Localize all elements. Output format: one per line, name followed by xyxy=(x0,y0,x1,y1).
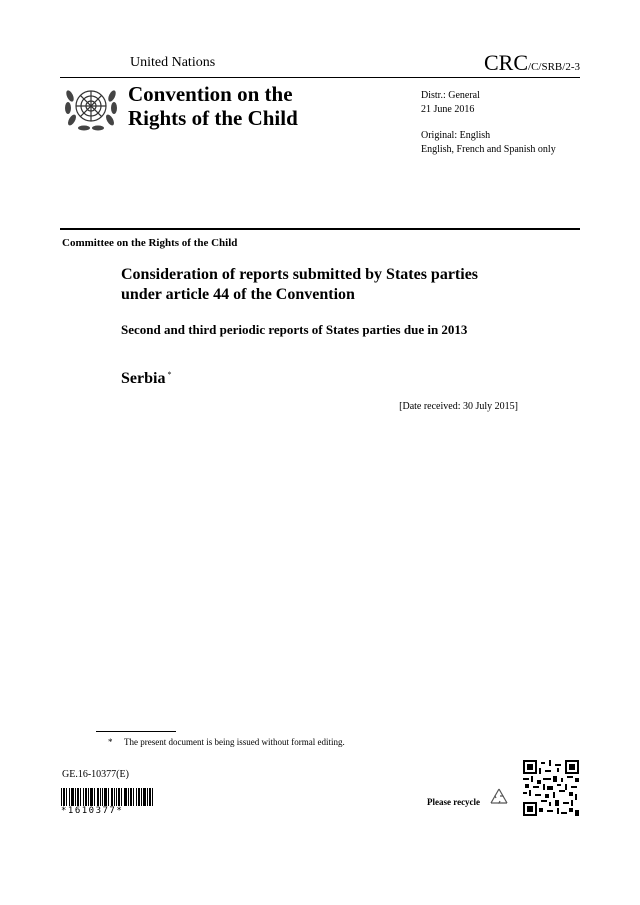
languages: English, French and Spanish only xyxy=(421,144,556,155)
recycle-icon xyxy=(488,787,510,809)
convention-title-line1: Convention on the xyxy=(128,82,293,106)
footnote-marker[interactable]: * xyxy=(167,370,172,379)
symbol-sub: /C/SRB/2-3 xyxy=(528,61,580,73)
distribution-block xyxy=(421,89,480,117)
qr-code-icon xyxy=(523,760,579,816)
barcode-icon xyxy=(61,788,153,806)
footnote-rule xyxy=(96,731,176,732)
convention-title-line2: Rights of the Child xyxy=(128,106,298,130)
country-name: Serbia xyxy=(121,370,166,387)
un-emblem-icon xyxy=(62,82,120,134)
date-received: [Date received: 30 July 2015] xyxy=(399,401,518,412)
convention-title xyxy=(128,82,378,130)
organization-name: United Nations xyxy=(130,55,216,70)
issue-date: 21 June 2016 xyxy=(421,104,475,115)
footnote-text: The present document is being issued without formal editing. xyxy=(124,737,345,747)
symbol-main: CRC xyxy=(484,50,529,75)
title-rule xyxy=(60,228,580,230)
distribution: Distr.: General xyxy=(421,90,480,101)
country-heading xyxy=(121,370,171,388)
language-block xyxy=(421,129,556,157)
ge-code: GE.16-10377(E) xyxy=(62,769,129,780)
header-rule xyxy=(60,77,580,78)
main-heading: Consideration of reports submitted by States parties under article 44 of the Convention xyxy=(121,266,479,303)
recycle-text: Please recycle xyxy=(427,797,481,807)
document-symbol xyxy=(484,50,580,76)
original-language: Original: English xyxy=(421,130,491,141)
barcode-number: *1610377* xyxy=(61,806,124,816)
committee-name: Committee on the Rights of the Child xyxy=(62,237,238,249)
footnote xyxy=(108,737,345,747)
sub-heading: Second and third periodic reports of States parties due in 2013 xyxy=(121,322,468,337)
footnote-mark: * xyxy=(108,737,113,747)
